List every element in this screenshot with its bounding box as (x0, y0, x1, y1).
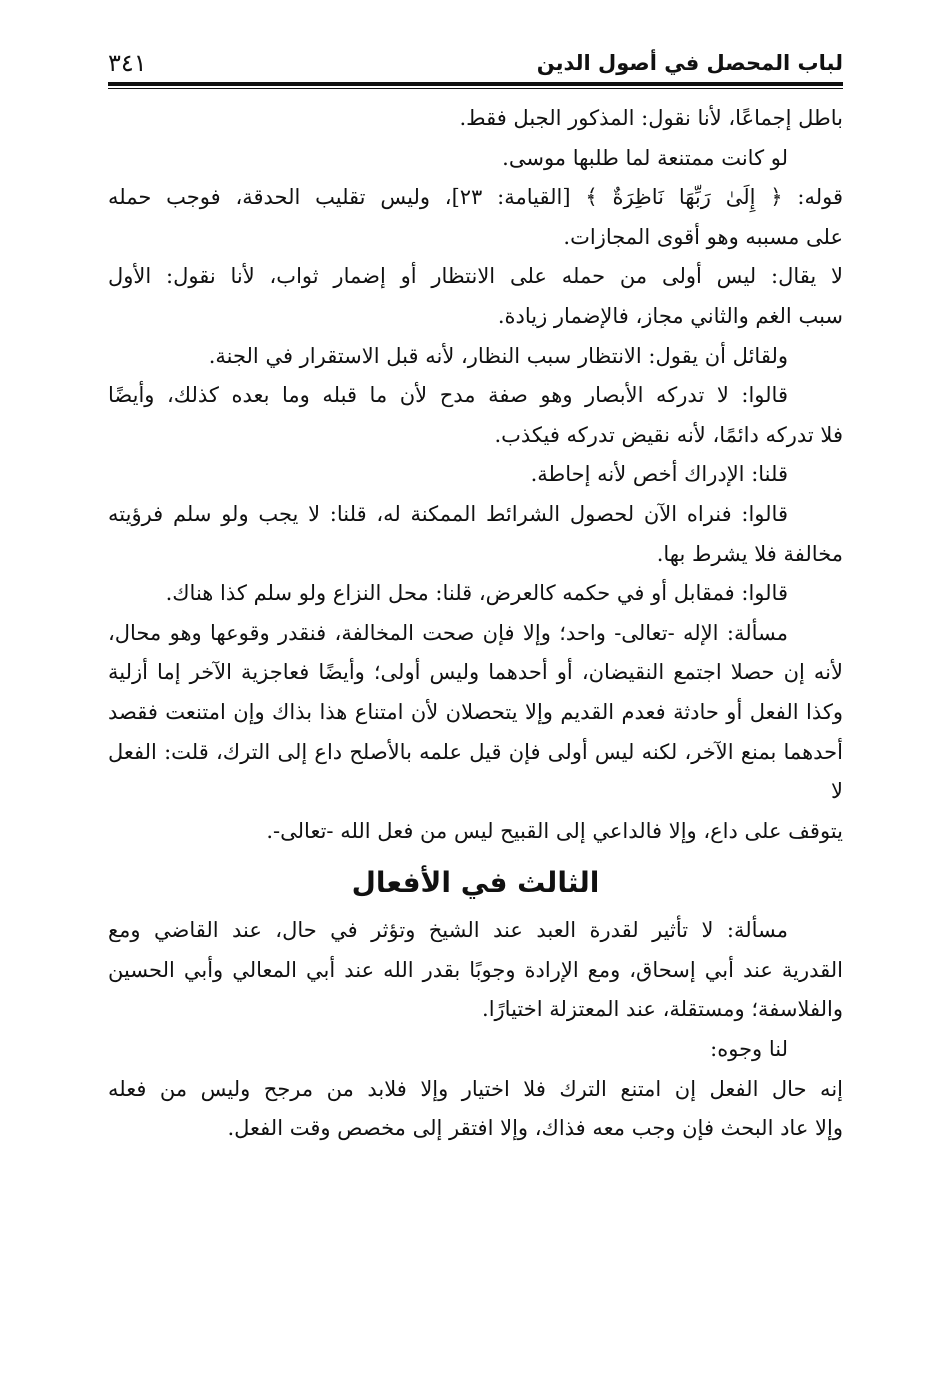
text-line: باطل إجماعًا، لأنا نقول: المذكور الجبل فقط. (459, 106, 843, 130)
text-line: يتوقف على داع، وإلا فالداعي إلى القبيح ليس من فعل الله -تعالى-. (266, 818, 843, 843)
text-line: قالوا: فمقابل أو في حكمه كالعرض، قلنا: محل النزاع ولو سلم كذا هناك. (165, 581, 788, 606)
body-text (108, 99, 843, 1149)
book-page (108, 40, 843, 1149)
text-line: قالوا: لا تدركه الأبصار وهو صفة مدح لأن ما قبله وما بعده كذلك، وأيضًا (108, 383, 788, 408)
text-line: القدرية عند أبي إسحاق، ومع الإرادة وجوبًا بقدر الله عند أبي المعالي وأبي الحسين (108, 957, 843, 982)
text-line: مسألة: الإله -تعالى- واحد؛ وإلا فإن صحت المخالفة، فنقدر وقوعها وهو محال، (108, 620, 788, 645)
text-line: أحدهما بمنع الآخر، لكنه ليس أولى فإن قيل علمه بالأصلح داع إلى الترك، قلت: الفعل لا (108, 739, 843, 804)
page-header (108, 40, 843, 82)
text-line: على مسببه وهو أقوى المجازات. (563, 224, 843, 249)
text-line: قالوا: فنراه الآن لحصول الشرائط الممكنة له، قلنا: لا يجب ولو سلم فرؤيته (108, 501, 788, 526)
text-line: مسألة: لا تأثير لقدرة العبد عند الشيخ وتؤثر في حال، عند القاضي ومع (108, 918, 788, 943)
text-line: لأنه إن حصلا اجتمع النقيضان، أو أحدهما وليس أولى؛ وأيضًا فعاجزية الآخر إما أزلية (108, 660, 843, 685)
text-line: لنا وجوه: (710, 1037, 788, 1062)
text-line: قوله: ﴿ إِلَىٰ رَبِّهَا نَاظِرَةٌ ﴾ [القيامة: ٢٣]، وليس تقليب الحدقة، فوجب حمله (108, 185, 843, 210)
text-line: والفلاسفة؛ ومستقلة، عند المعتزلة اختيارًا. (482, 997, 843, 1022)
section-heading: الثالث في الأفعال (351, 866, 600, 900)
text-line: وكذا الفعل أو حادثة فعدم القديم وإلا يتحصلان لأن امتناع هذا بذاك وإن امتنعت فقصد (108, 699, 843, 724)
text-line: فلا تدركه دائمًا، لأنه نقيض تدركه فيكذب. (494, 422, 843, 447)
text-line: ولقائل أن يقول: الانتظار سبب النظار، لأنه قبل الاستقرار في الجنة. (208, 343, 788, 368)
text-line: لا يقال: ليس أولى من حمله على الانتظار أو إضمار ثواب، لأنا نقول: الأول (108, 264, 843, 289)
running-title: لباب المحصل في أصول الدين (536, 51, 843, 75)
text-line: إنه حال الفعل إن امتنع الترك فلا اختيار وإلا فلابد من مرجح وليس من فعله (108, 1076, 843, 1101)
text-line: مخالفة فلا يشرط بها. (656, 541, 843, 566)
header-rule-thick (108, 82, 843, 86)
page-number: ٣٤١ (108, 49, 147, 77)
text-line: قلنا: الإدراك أخص لأنه إحاطة. (530, 462, 788, 487)
text-line: لو كانت ممتنعة لما طلبها موسى. (502, 145, 788, 170)
text-line: وإلا عاد البحث فإن وجب معه فذاك، وإلا افتقر إلى مخصص وقت الفعل. (227, 1116, 843, 1141)
header-rule-thin (108, 88, 843, 89)
text-line: سبب الغم والثاني مجاز، فالإضمار زيادة. (497, 303, 843, 328)
